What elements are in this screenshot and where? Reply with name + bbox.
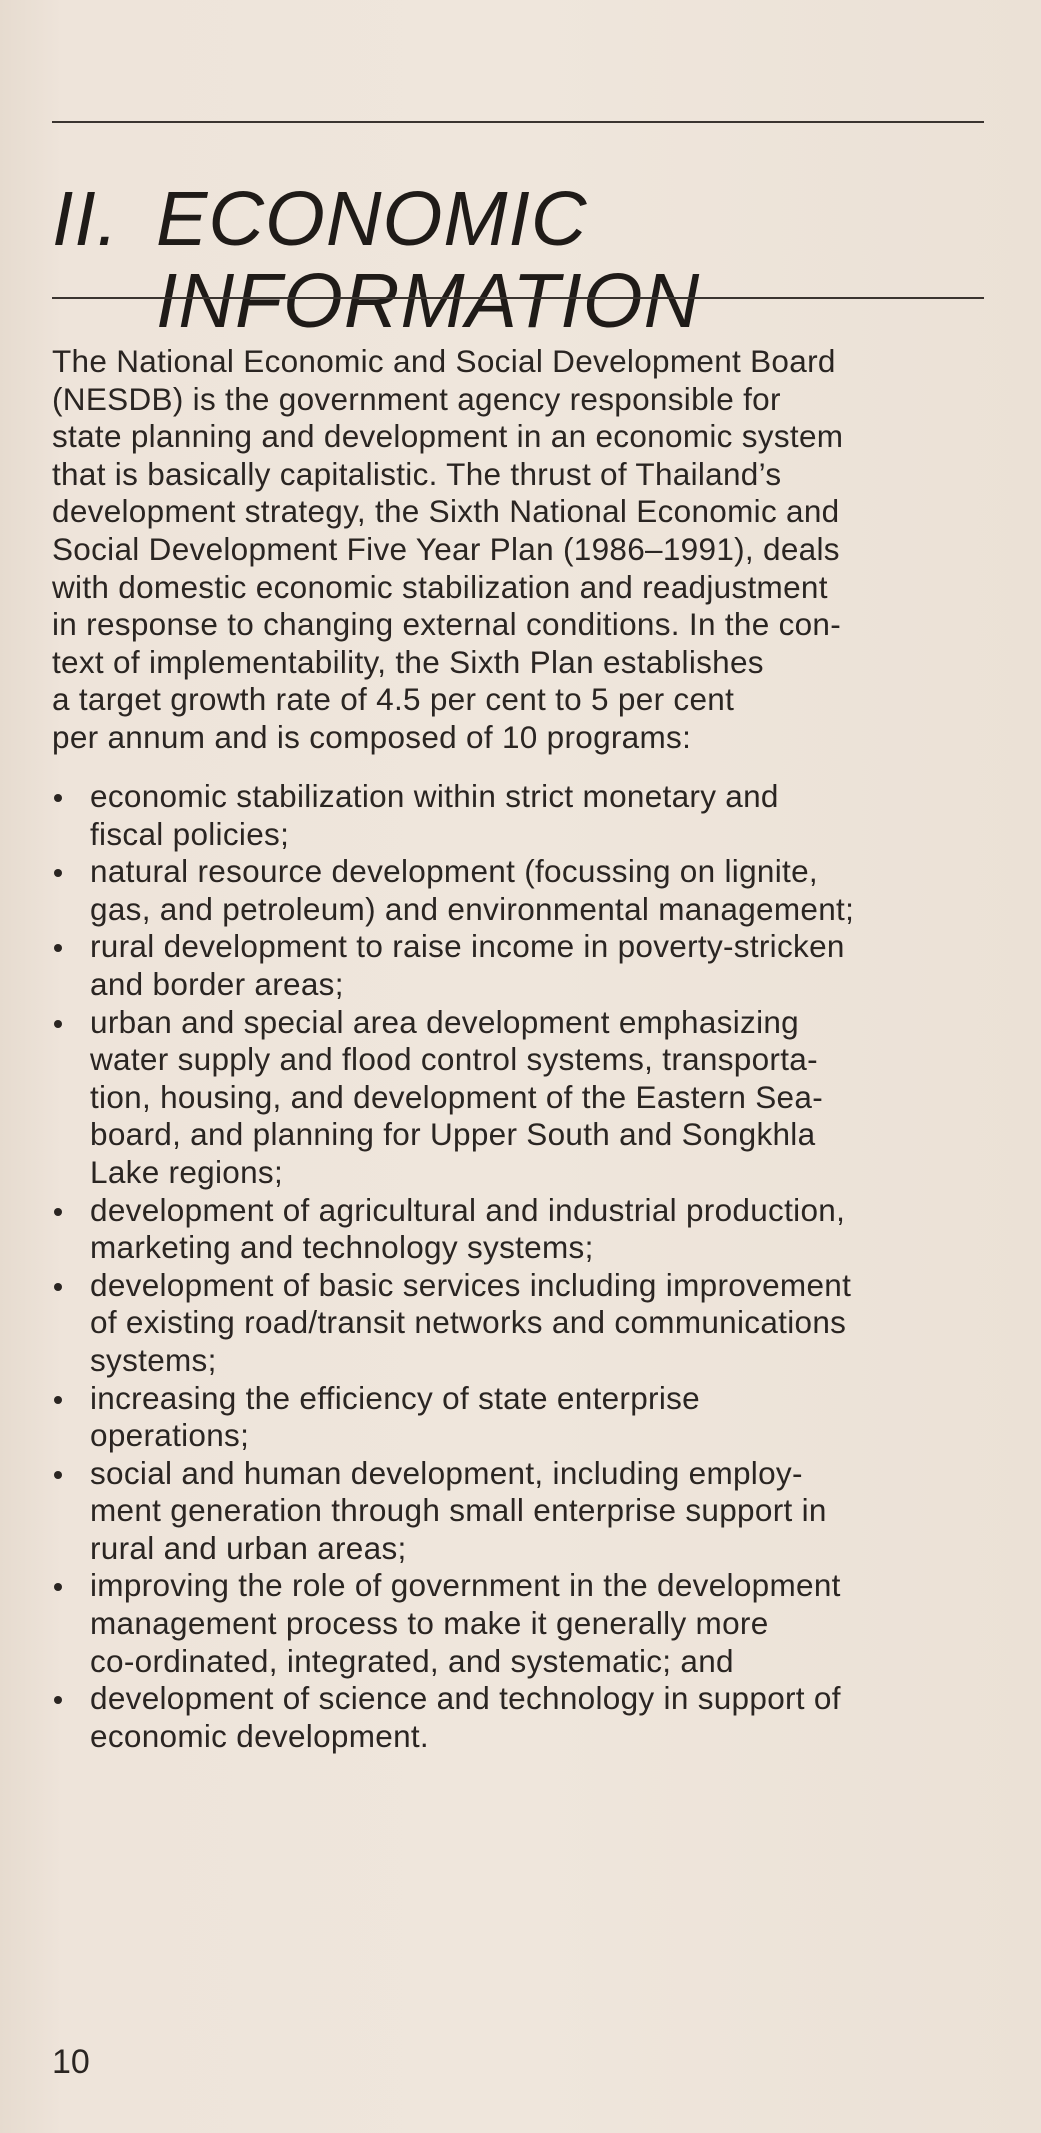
program-item-line: development of basic services including improvement bbox=[90, 1266, 852, 1303]
program-item-line: of existing road/transit networks and communications bbox=[90, 1304, 847, 1341]
program-item-line: economic stabilization within strict monetary and bbox=[90, 778, 779, 814]
program-item-line: tion, housing, and development of the Eastern Sea- bbox=[90, 1078, 823, 1115]
program-item-line: gas, and petroleum) and environmental management; bbox=[90, 890, 855, 927]
programs-list bbox=[52, 778, 997, 1755]
program-item-line: systems; bbox=[90, 1341, 217, 1378]
intro-line: that is basically capitalistic. The thrust of Thailand’s bbox=[52, 455, 782, 492]
program-item bbox=[52, 1380, 997, 1455]
intro-line: a target growth rate of 4.5 per cent to 5 per cent bbox=[52, 681, 735, 718]
program-item bbox=[52, 1004, 997, 1192]
program-item bbox=[52, 1267, 997, 1380]
intro-line: The National Economic and Social Development Board bbox=[52, 343, 836, 379]
intro-line: state planning and development in an economic system bbox=[52, 418, 844, 455]
program-item-line: increasing the efficiency of state enterprise bbox=[90, 1379, 700, 1416]
program-item-line: urban and special area development emphasizing bbox=[90, 1003, 799, 1040]
program-item-line: social and human development, including employ- bbox=[90, 1454, 803, 1491]
program-item-line: board, and planning for Upper South and Songkhla bbox=[90, 1116, 816, 1153]
program-item bbox=[52, 1455, 997, 1568]
program-item-line: water supply and flood control systems, transporta- bbox=[90, 1041, 818, 1078]
program-item-line: operations; bbox=[90, 1417, 250, 1454]
intro-paragraph bbox=[52, 343, 997, 757]
intro-line: (NESDB) is the government agency responsible for bbox=[52, 380, 781, 417]
intro-line: text of implementability, the Sixth Plan establishes bbox=[52, 643, 764, 680]
program-item bbox=[52, 778, 997, 853]
program-item bbox=[52, 853, 997, 928]
program-item-line: economic development. bbox=[90, 1717, 429, 1754]
top-rule bbox=[52, 121, 984, 123]
intro-line: Social Development Five Year Plan (1986–1991), deals bbox=[52, 530, 840, 567]
program-item-line: fiscal policies; bbox=[90, 815, 290, 852]
program-item bbox=[52, 928, 997, 1003]
program-item-line: marketing and technology systems; bbox=[90, 1229, 594, 1266]
bottom-rule bbox=[52, 297, 984, 299]
program-item-line: natural resource development (focussing on lignite, bbox=[90, 853, 818, 890]
program-item-line: development of science and technology in support of bbox=[90, 1680, 841, 1717]
program-item-line: improving the role of government in the development bbox=[90, 1567, 841, 1604]
program-item-line: and border areas; bbox=[90, 965, 344, 1002]
program-item bbox=[52, 1680, 997, 1755]
program-item-line: Lake regions; bbox=[90, 1153, 284, 1190]
program-item bbox=[52, 1192, 997, 1267]
program-item-line: management process to make it generally more bbox=[90, 1605, 769, 1642]
intro-line: in response to changing external conditions. In the con- bbox=[52, 606, 842, 643]
section-heading bbox=[52, 175, 984, 344]
program-item-line: co-ordinated, integrated, and systematic; and bbox=[90, 1642, 734, 1679]
section-title-line1: ECONOMIC bbox=[156, 175, 588, 262]
section-numeral: II. bbox=[52, 175, 120, 262]
intro-line: development strategy, the Sixth National Economic and bbox=[52, 493, 840, 530]
section-title-line2: INFORMATION bbox=[156, 257, 701, 344]
program-item-line: development of agricultural and industrial production, bbox=[90, 1191, 846, 1228]
program-item bbox=[52, 1567, 997, 1680]
intro-line: per annum and is composed of 10 programs: bbox=[52, 718, 692, 755]
program-item-line: rural and urban areas; bbox=[90, 1529, 407, 1566]
program-item-line: rural development to raise income in poverty-stricken bbox=[90, 928, 845, 965]
intro-line: with domestic economic stabilization and readjustment bbox=[52, 568, 828, 605]
page-number: 10 bbox=[52, 2043, 90, 2081]
program-item-line: ment generation through small enterprise support in bbox=[90, 1492, 827, 1529]
